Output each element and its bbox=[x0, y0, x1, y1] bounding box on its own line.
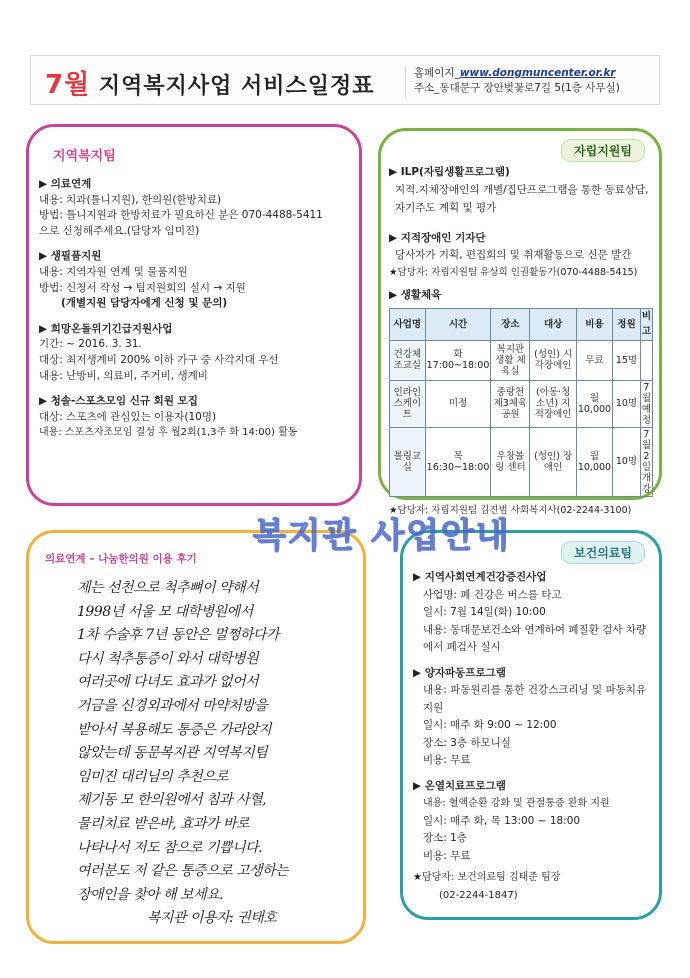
health-title: 보건의료팀 bbox=[561, 541, 645, 564]
table-cell: 월 10,000 bbox=[576, 380, 612, 427]
watermark-text: 복지관 사업안내 bbox=[253, 516, 511, 556]
health-promo-text: 내용: 동대문보건소와 연계하여 폐질환 검사 차량에서 폐검사 실시 bbox=[423, 623, 647, 653]
page-title bbox=[45, 64, 375, 101]
supplies-heading: ▶ 생필품지원 bbox=[39, 250, 102, 263]
sports-contact: ★담당자: 자립지원팀 김진범 사회복지사(02-2244-3100) bbox=[389, 504, 632, 516]
review-line: 물리치료 받은바, 효과가 바로 bbox=[77, 815, 250, 832]
medical-line: 방법: 틀니지원과 한방치료가 필요하신 분은 070-4488-5411 bbox=[39, 209, 323, 222]
col-header: 장소 bbox=[491, 308, 530, 340]
emergency-line: 내용: 난방비, 의료비, 주거비, 생계비 bbox=[39, 369, 208, 382]
handwritten-review bbox=[77, 577, 341, 931]
review-line: 제는 선천으로 척추뼈이 약해서 bbox=[77, 580, 259, 596]
thermal-line: 내용: 혈액순환 강화 및 관절통증 완화 지원 bbox=[423, 798, 610, 809]
review-line: 임미진 대리님의 추천으로 bbox=[77, 768, 229, 785]
local-welfare-panel bbox=[26, 124, 362, 506]
header-info bbox=[405, 66, 620, 98]
table-cell: 목 16:30~18:00 bbox=[425, 427, 491, 496]
table-row bbox=[390, 340, 653, 380]
table-cell: 10명 bbox=[613, 427, 641, 496]
medical-line: 으로 신청해주세요.(담당자 임미진) bbox=[39, 224, 200, 237]
review-line: 받아서 복용해도 통증은 가라앉지 bbox=[77, 721, 272, 738]
medical-line: 내용: 치과(틀니지원), 한의원(한방치료) bbox=[39, 193, 222, 206]
review-signature: 복지관 이용자: 권태호 bbox=[147, 910, 277, 927]
table-cell: 인라인 스케이트 bbox=[390, 380, 426, 427]
col-header: 대상 bbox=[530, 308, 576, 340]
table-cell: 15명 bbox=[613, 340, 641, 380]
emergency-line: 기간: ~ 2016. 3. 31. bbox=[39, 338, 142, 351]
table-cell: 7월 예정 bbox=[641, 381, 651, 426]
health-panel bbox=[400, 530, 662, 920]
table-cell: 월 10,000 bbox=[576, 427, 612, 496]
health-promo-heading: ▶ 지역사회연계건강증진사업 bbox=[413, 571, 547, 583]
health-contact-phone: (02-2244-1847) bbox=[439, 889, 518, 901]
ilp-text: 지적.지체장애인의 개별/집단프로그램을 통한 동료상담, 자기주도 계획 및 평가 bbox=[395, 183, 649, 214]
table-cell: 건강체조교실 bbox=[390, 340, 426, 380]
health-contact: ★담당자: 보건의료팀 김태준 팀장 bbox=[413, 872, 561, 883]
quantum-text: 내용: 파동원리를 통한 건강스크리닝 및 파동치유 지원 bbox=[423, 684, 647, 714]
local-welfare-content bbox=[39, 177, 353, 441]
table-cell: 무료 bbox=[576, 340, 612, 380]
table-cell: 중랑천 제3체육 공원 bbox=[491, 380, 530, 427]
reporter-contact: ★담당자: 자립지원팀 유상희 인권활동가(070-4488-5415) bbox=[389, 267, 638, 279]
thermal-line: 비용: 무료 bbox=[423, 849, 471, 862]
table-cell: 7월 2일 개강 bbox=[641, 428, 651, 495]
health-promo-line: 사업명: 폐 건강은 버스를 타고 bbox=[423, 588, 562, 601]
supplies-note: (개별지원 담당자에게 신청 및 문의) bbox=[61, 297, 228, 310]
col-header: 정원 bbox=[613, 308, 641, 340]
table-cell: 화 17:00~18:00 bbox=[425, 340, 491, 380]
table-cell: 10명 bbox=[613, 380, 641, 427]
table-cell: (성인) 장애인 bbox=[530, 427, 576, 496]
homepage-link[interactable]: www.dongmuncenter.or.kr bbox=[459, 67, 616, 79]
reporter-heading: ▶ 지적장애인 기자단 bbox=[389, 231, 486, 244]
review-line: 여러분도 저 같은 통증으로 고생하는 bbox=[77, 863, 289, 880]
table-cell: (아동·청소년) 지적장애인 bbox=[530, 380, 576, 427]
independent-living-title: 자립지원팀 bbox=[561, 139, 645, 162]
review-line: 장애인을 찾아 해 보세요. bbox=[77, 886, 224, 903]
sports-club-line: 대상: 스포츠에 관심있는 이용자(10명) bbox=[39, 410, 217, 423]
health-content bbox=[413, 569, 653, 904]
table-row bbox=[390, 380, 653, 427]
title-text: 지역복지사업 서비스일정표 bbox=[90, 74, 375, 99]
sports-heading: ▶ 생활체육 bbox=[389, 289, 442, 302]
thermal-heading: ▶ 온열치료프로그램 bbox=[413, 779, 506, 792]
sports-schedule-table bbox=[389, 308, 653, 497]
quantum-line: 비용: 무료 bbox=[423, 754, 471, 766]
quantum-heading: ▶ 양자파동프로그램 bbox=[413, 666, 506, 679]
table-cell: 복지관 생활 체육실 bbox=[491, 340, 530, 380]
emergency-heading: ▶ 희망온돌위기긴급지원사업 bbox=[39, 322, 173, 335]
review-line: 1차 수술후 7년 동안은 멀쩡하다가 bbox=[77, 627, 279, 644]
month-label: 7월 bbox=[45, 70, 91, 100]
health-promo-line: 일시: 7월 14일(화) 10:00 bbox=[423, 606, 546, 618]
independent-living-content bbox=[389, 165, 655, 519]
review-line: 나타나서 저도 참으로 기쁩니다. bbox=[77, 839, 263, 856]
review-line: 거금을 신경외과에서 마약처방을 bbox=[77, 697, 268, 714]
review-line: 않았는데 동문복지관 지역복지팀 bbox=[77, 745, 268, 762]
review-line: 다시 척추통증이 와서 대학병원 bbox=[77, 650, 259, 667]
sports-club-heading: ▶ 청솔-스포츠모임 신규 회원 모집 bbox=[39, 395, 198, 408]
ilp-heading: ▶ ILP(자립생활프로그램) bbox=[389, 166, 510, 178]
col-header: 시간 bbox=[425, 308, 491, 340]
table-cell: (성인) 시각장애인 bbox=[530, 340, 576, 380]
col-header: 사업명 bbox=[390, 308, 426, 340]
header-box bbox=[30, 55, 660, 105]
supplies-line: 방법: 신청서 작성 → 팀지원회의 실시 → 지원 bbox=[39, 281, 246, 294]
col-header: 비고 bbox=[640, 308, 652, 340]
thermal-line: 일시: 매주 화, 목 13:00 ~ 18:00 bbox=[423, 814, 581, 827]
col-header: 비용 bbox=[576, 308, 612, 340]
table-cell bbox=[640, 340, 652, 380]
review-line: 1998년 서울 모 대학병원에서 bbox=[77, 603, 253, 620]
address-text: 주소_동대문구 장안벚꽃로7길 5(1층 사무실) bbox=[414, 82, 620, 94]
review-line: 여러곳에 다녀도 효과가 없어서 bbox=[77, 674, 259, 691]
reporter-text: 당사자가 기획, 편집회의 및 취재활동으로 신문 발간 bbox=[395, 249, 632, 262]
table-header-row bbox=[390, 308, 653, 340]
table-cell: 우창볼링 센터 bbox=[491, 427, 530, 496]
table-cell: 미정 bbox=[425, 380, 491, 427]
review-line: 제기동 모 한의원에서 침과 사혈, bbox=[77, 792, 267, 809]
quantum-line: 장소: 3층 하모니실 bbox=[423, 736, 511, 749]
review-title: 의료연계 – 나눔한의원 이용 후기 bbox=[45, 553, 197, 565]
emergency-line: 대상: 최저생계비 200% 이하 가구 중 사각지대 우선 bbox=[39, 353, 279, 366]
quantum-line: 일시: 매주 화 9:00 ~ 12:00 bbox=[423, 719, 557, 731]
table-cell: 볼링교실 bbox=[390, 427, 426, 496]
homepage-label: 홈페이지_ bbox=[414, 67, 460, 79]
table-row bbox=[390, 427, 653, 496]
thermal-line: 장소: 1층 bbox=[423, 832, 467, 844]
local-welfare-title: 지역복지팀 bbox=[53, 149, 116, 164]
sports-club-line: 내용: 스포츠자조모임 결성 후 월2회(1,3주 화 14:00) 활동 bbox=[39, 427, 298, 439]
independent-living-panel bbox=[378, 128, 662, 516]
supplies-line: 내용: 지역자원 연계 및 물품지원 bbox=[39, 265, 188, 278]
medical-heading: ▶ 의료연계 bbox=[39, 178, 92, 190]
review-panel bbox=[26, 530, 366, 944]
